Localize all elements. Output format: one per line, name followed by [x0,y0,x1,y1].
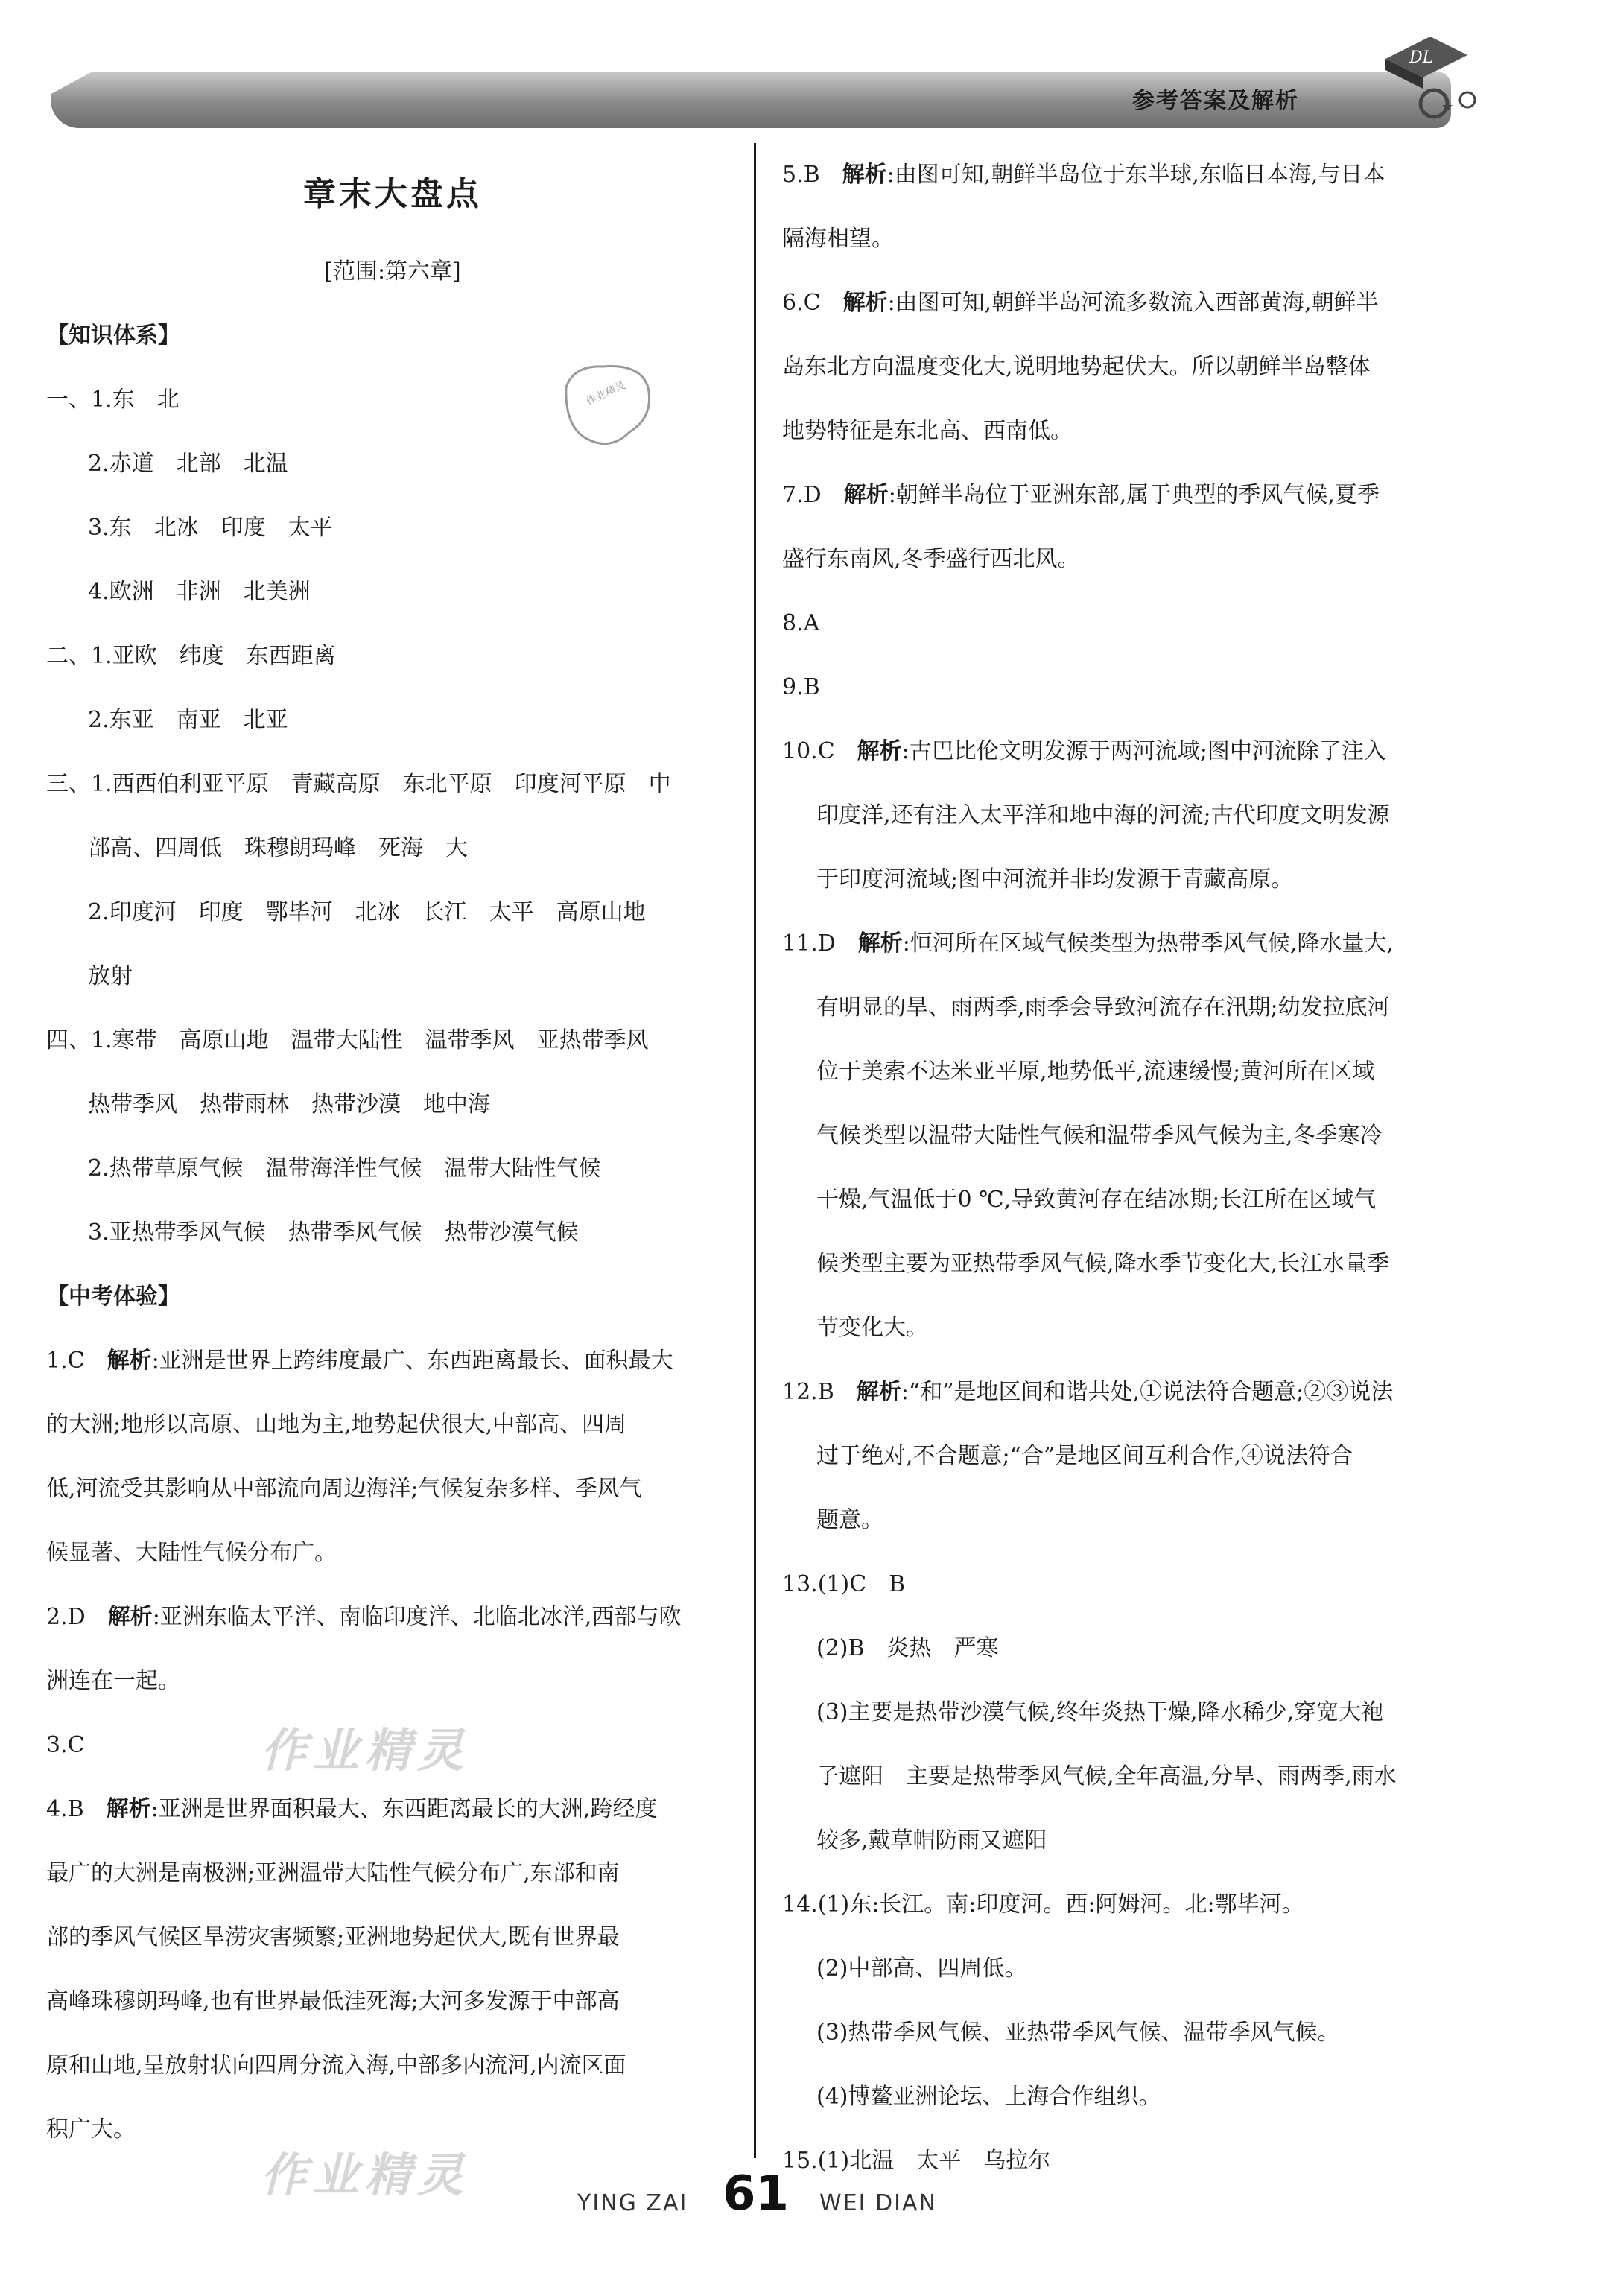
answer-line: 盛行东南风,冬季盛行西北风。 [782,546,1080,572]
answer-line: 放射 [88,963,133,989]
explanation-label: 解析 [857,930,903,957]
heading-knowledge-system: 【知识体系】 [46,323,180,349]
answer-line: 候类型主要为亚热带季风气候,降水季节变化大,长江水量季 [816,1251,1390,1277]
answer-line [782,463,1490,527]
answer-line: 的大洲;地形以高原、山地为主,地势起伏很大,中部高、四周 [46,1412,627,1438]
answer-line: 15.(1)北温 太平 乌拉尔 [782,2148,1051,2174]
answer-line: 气候类型以温带大陆性气候和温带季风气候为主,冬季寒冷 [816,1123,1383,1149]
answer-line: 洲连在一起。 [46,1668,180,1694]
answer-line: 14.(1)东:长江。南:印度河。西:阿姆河。北:鄂毕河。 [782,1891,1304,1918]
answer-line: 过于绝对,不合题意;“合”是地区间互利合作,④说法符合 [816,1443,1353,1469]
answer-line: 印度洋,还有注入太平洋和地中海的河流;古代印度文明发源 [816,802,1390,828]
answer-line: (3)主要是热带沙漠气候,终年炎热干燥,降水稀少,穿宽大袍 [816,1699,1384,1725]
answer-line [46,1329,739,1393]
answer-line [46,1778,739,1842]
left-column [46,143,739,2162]
answer-line: 3.C [46,1732,85,1758]
question-number: 2.D [46,1604,86,1630]
answer-line: 3.东 北冰 印度 太平 [88,515,333,541]
answer-line: 8.A [782,610,820,636]
answer-line: 位于美索不达米亚平原,地势低平,流速缓慢;黄河所在区域 [816,1059,1375,1085]
explanation-label: 解析 [857,738,902,764]
explanation-text: :“和”是地区间和谐共处,①说法符合题意;②③说法 [901,1379,1394,1405]
answer-line: 低,河流受其影响从中部流向周边海洋;气候复杂多样、季风气 [46,1476,642,1502]
section-title: 章末大盘点 [303,175,482,213]
answer-line: 候显著、大陆性气候分布广。 [46,1540,337,1566]
answer-line: 较多,戴草帽防雨又遮阳 [816,1827,1047,1853]
answer-line: 节变化大。 [816,1315,928,1341]
footer-right-text: WEI DIAN [819,2190,937,2216]
publisher-logo-icon [1371,33,1482,122]
explanation-label: 解析 [842,290,888,316]
answer-line: 原和山地,呈放射状向四周分流入海,中部多内流河,内流区面 [46,2052,626,2078]
answer-line: 二、1.亚欧 纬度 东西距离 [46,643,336,669]
answer-line: 13.(1)C B [782,1571,906,1597]
answer-line: 2.东亚 南亚 北亚 [88,707,288,733]
page-number: 61 [723,2166,790,2222]
page-footer [0,2160,1603,2227]
watermark: 作业精灵 [261,1723,470,1778]
answer-line: 四、1.寒带 高原山地 温带大陆性 温带季风 亚热带季风 [46,1027,649,1053]
watermark: 作业精灵 [261,2148,470,2202]
question-number: 4.B [46,1796,84,1822]
answer-line: 于印度河流域;图中河流并非均发源于青藏高原。 [816,866,1294,892]
svg-text:DL: DL [1409,48,1434,67]
answer-line: 2.印度河 印度 鄂毕河 北冰 长江 太平 高原山地 [88,899,646,925]
answer-line: 9.B [782,674,820,700]
answer-line: 最广的大洲是南极洲;亚洲温带大陆性气候分布广,东部和南 [46,1860,620,1886]
answer-line: 2.热带草原气候 温带海洋性气候 温带大陆性气候 [88,1155,601,1182]
explanation-text: :恒河所在区域气候类型为热带季风气候,降水量大, [902,930,1394,957]
question-number: 1.C [46,1348,85,1374]
right-column [782,143,1490,2193]
answer-line: 热带季风 热带雨林 热带沙漠 地中海 [88,1091,490,1117]
explanation-label: 解析 [856,1379,901,1405]
question-number: 5.B [782,162,820,188]
explanation-label: 解析 [107,1604,153,1630]
answer-line: 隔海相望。 [782,226,894,252]
heading-exam-experience: 【中考体验】 [46,1284,180,1310]
answer-line: 部高、四周低 珠穆朗玛峰 死海 大 [88,835,468,861]
explanation-text: :亚洲是世界上跨纬度最广、东西距离最长、面积最大 [151,1348,673,1374]
answer-line [782,912,1490,976]
footer-left-text: YING ZAI [577,2190,688,2216]
explanation-text: :亚洲东临太平洋、南临印度洋、北临北冰洋,西部与欧 [152,1604,682,1630]
question-number: 10.C [782,738,835,764]
answer-line: (2)B 炎热 严寒 [816,1635,999,1661]
column-divider [754,143,756,2158]
answer-line: 3.亚热带季风气候 热带季风气候 热带沙漠气候 [88,1220,579,1246]
question-number: 11.D [782,930,836,957]
answer-line: 地势特征是东北高、西南低。 [782,418,1073,444]
question-number: 7.D [782,482,822,508]
answer-line: 题意。 [816,1507,883,1533]
answer-line: (2)中部高、四周低。 [816,1956,1027,1982]
answer-line [46,1585,739,1649]
answer-line: 干燥,气温低于0 ℃,导致黄河存在结冰期;长江所在区域气 [816,1187,1377,1213]
explanation-text: :由图可知,朝鲜半岛位于东半球,东临日本海,与日本 [886,162,1385,188]
explanation-label: 解析 [843,482,889,508]
answer-line [782,143,1490,207]
svg-text:作业精灵: 作业精灵 [584,379,628,408]
explanation-text: :古巴比伦文明发源于两河流域;图中河流除了注入 [901,738,1386,764]
answer-line [782,271,1490,335]
answer-line: 三、1.西西伯利亚平原 青藏高原 东北平原 印度河平原 中 [46,771,671,797]
explanation-text: :朝鲜半岛位于亚洲东部,属于典型的季风气候,夏季 [888,482,1380,508]
explanation-label: 解析 [107,1348,152,1374]
header-title: 参考答案及解析 [1132,88,1299,114]
answer-line: 一、1.东 北 [46,387,180,413]
answer-line: 部的季风气候区旱涝灾害频繁;亚洲地势起伏大,既有世界最 [46,1924,620,1950]
answer-line [782,720,1490,784]
answer-line: (4)博鳌亚洲论坛、上海合作组织。 [816,2084,1161,2110]
answer-line: 高峰珠穆朗玛峰,也有世界最低洼死海;大河多发源于中部高 [46,1988,620,2014]
answer-line: 积广大。 [46,2116,136,2143]
explanation-text: :亚洲是世界面积最大、东西距离最长的大洲,跨经度 [150,1796,658,1822]
svg-text:★: ★ [1441,99,1454,115]
answer-line: 有明显的旱、雨两季,雨季会导致河流存在汛期;幼发拉底河 [816,995,1390,1021]
answer-line: 子遮阳 主要是热带季风气候,全年高温,分旱、雨两季,雨水 [816,1763,1397,1789]
question-number: 6.C [782,290,821,316]
question-number: 12.B [782,1379,834,1405]
answer-line: 岛东北方向温度变化大,说明地势起伏大。所以朝鲜半岛整体 [782,354,1371,380]
answer-line: 4.欧洲 非洲 北美洲 [88,579,311,605]
section-range: [范围:第六章] [324,259,461,285]
answer-line: 2.赤道 北部 北温 [88,451,288,477]
answer-line: (3)热带季风气候、亚热带季风气候、温带季风气候。 [816,2020,1340,2046]
explanation-text: :由图可知,朝鲜半岛河流多数流入西部黄海,朝鲜半 [887,290,1379,316]
answer-line [782,1360,1490,1424]
explanation-label: 解析 [842,162,887,188]
explanation-label: 解析 [106,1796,151,1822]
